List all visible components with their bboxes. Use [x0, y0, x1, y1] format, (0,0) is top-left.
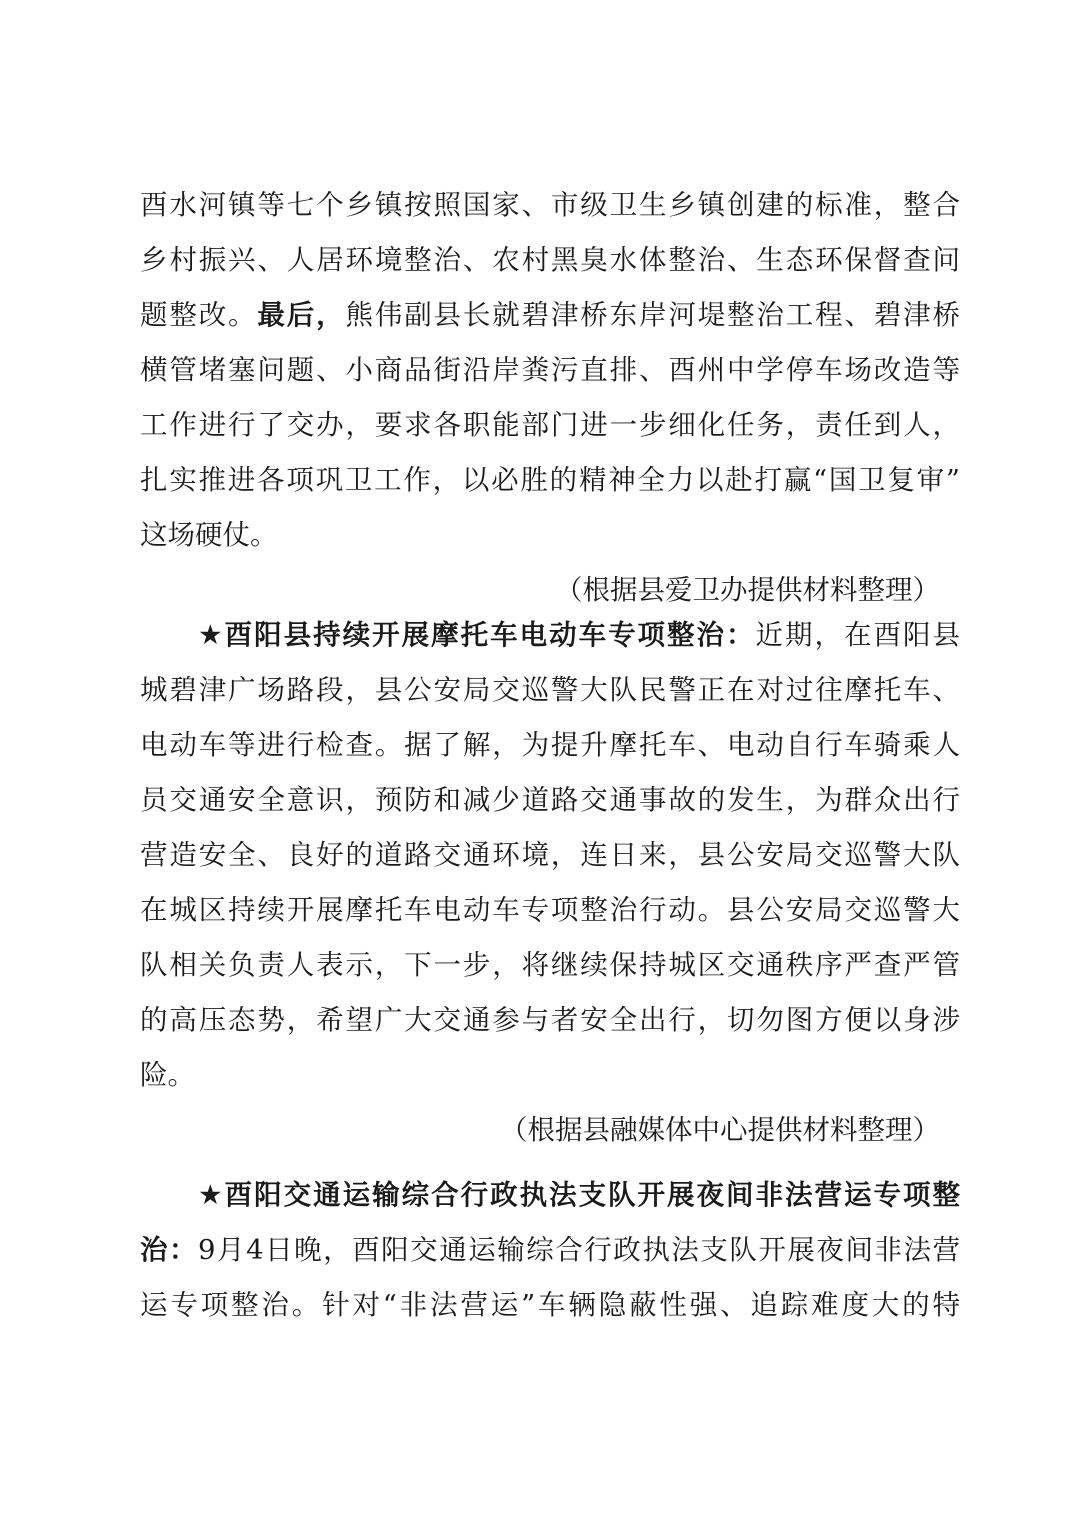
text-line: 在城区持续开展摩托车电动车专项整治行动。县公安局交巡警大: [140, 894, 960, 926]
section-heading: ★酉阳交通运输综合行政执法支队开展夜间非法营运专项整: [198, 1179, 960, 1211]
text-run: 题整改。: [140, 299, 258, 331]
text-line: 工作进行了交办，要求各职能部门进一步细化任务，责任到人，: [140, 409, 960, 441]
text-run: 9月4日晚，酉阳交通运输综合行政执法支队开展夜间非法营: [198, 1234, 961, 1266]
text-run: 熊伟副县长就碧津桥东岸河堤整治工程、碧津桥: [345, 299, 961, 331]
text-line: [140, 1223, 960, 1278]
text-line: 员交通安全意识，预防和减少道路交通事故的发生，为群众出行: [140, 784, 960, 816]
text-line: 营造安全、良好的道路交通环境，连日来，县公安局交巡警大队: [140, 839, 960, 871]
text-run: 近期，在酉阳县: [755, 619, 961, 651]
text-line: 险。: [140, 1059, 195, 1091]
text-line: 这场硬仗。: [140, 519, 278, 551]
text-line: 运专项整治。针对“非法营运”车辆隐蔽性强、追踪难度大的特: [140, 1289, 960, 1321]
text-line: 队相关负责人表示，下一步，将继续保持城区交通秩序严查严管: [140, 949, 960, 981]
source-note: （根据县融媒体中心提供材料整理）: [500, 1114, 940, 1146]
paragraph-motorcycle-rectification: [140, 608, 960, 1158]
text-line: 扎实推进各项巩卫工作，以必胜的精神全力以赴打赢“国卫复审”: [140, 464, 960, 496]
source-note: （根据县爱卫办提供材料整理）: [555, 574, 940, 606]
text-line: 横管堵塞问题、小商品街沿岸粪污直排、酉州中学停车场改造等: [140, 354, 960, 386]
text-line: 城碧津广场路段，县公安局交巡警大队民警正在对过往摩托车、: [140, 674, 960, 706]
text-line: [140, 288, 960, 343]
text-line: 酉水河镇等七个乡镇按照国家、市级卫生乡镇创建的标准，整合: [140, 189, 960, 221]
text-line: [140, 608, 960, 663]
section-heading: 治：: [140, 1234, 199, 1266]
paragraph-sanitation-meeting: [140, 178, 960, 618]
bold-keyword: 最后，: [257, 299, 346, 331]
text-line: [140, 1168, 960, 1223]
text-line: 的高压态势，希望广大交通参与者安全出行，切勿图方便以身涉: [140, 1004, 960, 1036]
text-line: 乡村振兴、人居环境整治、农村黑臭水体整治、生态环保督查问: [140, 244, 960, 276]
section-heading: ★酉阳县持续开展摩托车电动车专项整治：: [198, 619, 756, 651]
paragraph-illegal-operation: [140, 1168, 960, 1333]
text-line: 电动车等进行检查。据了解，为提升摩托车、电动自行车骑乘人: [140, 729, 960, 761]
